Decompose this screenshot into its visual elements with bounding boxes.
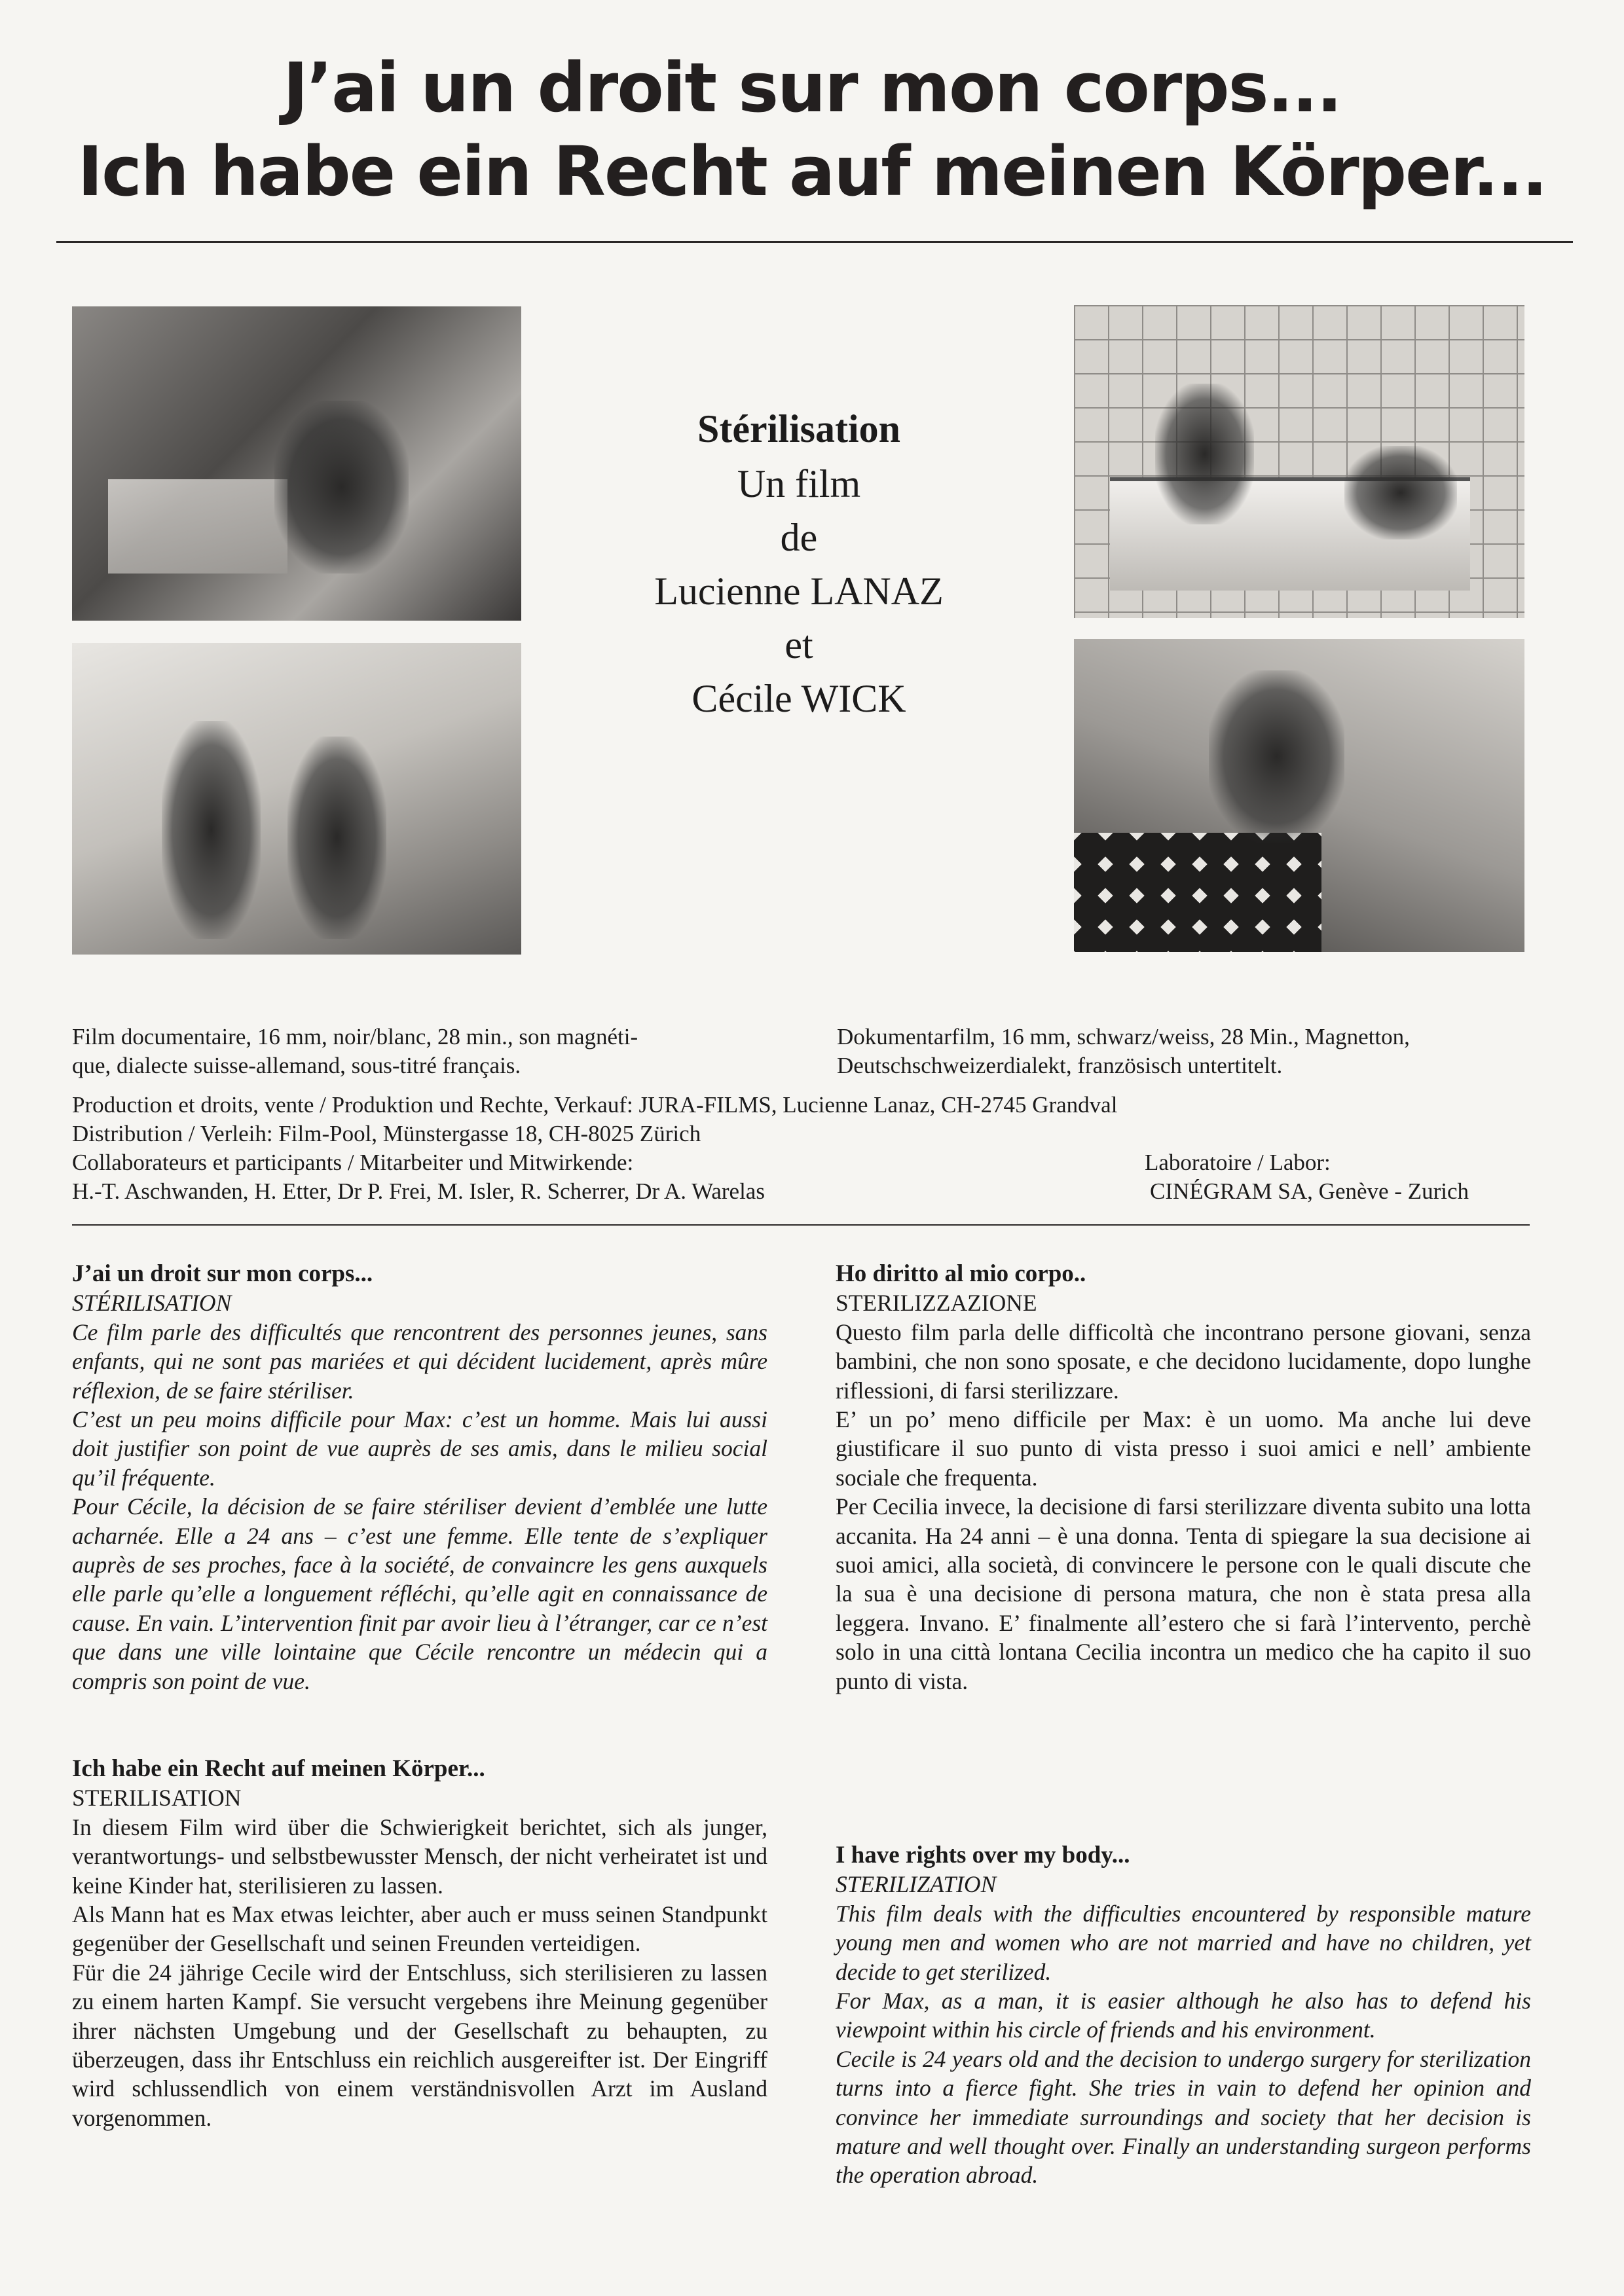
photo-couple-in-room [72, 643, 521, 955]
paragraph-de-1: In diesem Film wird über die Schwierigkeit berichtet, sich als junger, verantwortungs- und selbstbewusster Mensch, der nicht verheiratet ist und keine Kinder hat, sterilisieren zu lassen. [72, 1813, 767, 1899]
info-fr-line1: Film documentaire, 16 mm, noir/blanc, 28 min., son magnéti- [72, 1024, 638, 1049]
section-french [72, 1260, 767, 1696]
section-heading-fr: J’ai un droit sur mon corps... [72, 1260, 373, 1287]
film-line-de: de [780, 516, 818, 559]
section-subtitle-fr: STÉRILISATION [72, 1290, 232, 1317]
header-rule [56, 241, 1573, 243]
film-line-un-film: Un film [737, 462, 861, 505]
film-line-et: et [784, 623, 813, 666]
paragraph-de-3: Für die 24 jährige Cecile wird der Entschluss, sich sterilisieren zu lassen zu einem harten Kampf. Sie versucht vergebens ihre Meinung gegenüber ihrer nächsten Umgebung und der Gesellschaft zu behaupten, zu überzeugen, dass ihr Entschluss ein reichlich ausgereifter ist. Der Eingriff wird schlussendlich von einem verständnisvollen Arzt im Ausland vorgenommen. [72, 1959, 767, 2131]
photo-woman-on-bed [1074, 639, 1524, 952]
director-1: Lucienne LANAZ [654, 570, 944, 613]
film-title: Stérilisation [697, 407, 900, 450]
paragraph-fr-1: Ce film parle des difficultés que rencontrent des personnes jeunes, sans enfants, qui ne sont pas mariées et qui décident lucidement, après mûre réflexion, de se faire stériliser. [72, 1319, 767, 1404]
headline-german: Ich habe ein Recht auf meinen Körper... [77, 132, 1547, 211]
collaborators-names: H.-T. Aschwanden, H. Etter, Dr P. Frei, M. Isler, R. Scherrer, Dr A. Warelas [72, 1178, 765, 1204]
section-heading-de: Ich habe ein Recht auf meinen Körper... [72, 1755, 485, 1782]
laboratory-name: CINÉGRAM SA, Genève - Zurich [1150, 1178, 1469, 1204]
paragraph-fr-2: C’est un peu moins difficile pour Max: c’est un homme. Mais lui aussi doit justifier son point de vue auprès de ses amis, dans le milieu social qu’il fréquente. [72, 1406, 767, 1491]
paragraph-de-2: Als Mann hat es Max etwas leichter, aber auch er muss seinen Standpunkt gegenüber der Gesellschaft und seinen Freunden verteidigen. [72, 1901, 767, 1957]
section-heading-it: Ho diritto al mio corpo.. [836, 1260, 1086, 1287]
info-rule [72, 1224, 1530, 1226]
info-fr-line2: que, dialecte suisse-allemand, sous-titré français. [72, 1053, 521, 1078]
laboratory-label: Laboratoire / Labor: [1145, 1150, 1331, 1175]
film-credits [563, 401, 1035, 725]
collaborators-label: Collaborateurs et participants / Mitarbeiter und Mitwirkende: [72, 1150, 634, 1175]
section-subtitle-de: STERILISATION [72, 1785, 242, 1812]
photo-bathtub [1074, 305, 1524, 618]
section-english [836, 1841, 1531, 2190]
info-de-line1: Dokumentarfilm, 16 mm, schwarz/weiss, 28 Min., Magnetton, [837, 1024, 1410, 1049]
section-german [72, 1755, 767, 2132]
director-2: Cécile WICK [692, 677, 906, 720]
paragraph-en-2: For Max, as a man, it is easier although he also has to defend his viewpoint within his circle of friends and his environment. [836, 1988, 1531, 2043]
section-subtitle-en: STERILIZATION [836, 1871, 997, 1898]
section-heading-en: I have rights over my body... [836, 1842, 1130, 1868]
paragraph-en-1: This film deals with the difficulties encountered by responsible mature young men and women who are not married and have no children, yet decide to get sterilized. [836, 1900, 1531, 1985]
paragraph-fr-3: Pour Cécile, la décision de se faire stériliser devient d’emblée une lutte acharnée. Elle a 24 ans – c’est une femme. Elle tente de s’expliquer auprès de ses proches, face à la société, de convaincre les gens auxquels elle parle qu’elle a longuement réfléchi, qu’elle agit en connaissance de cause. En vain. L’intervention finit par avoir lieu à l’étranger, car ce n’est que dans une ville lointaine que Cécile rencontre un médecin qui a compris son point de vue. [72, 1493, 767, 1694]
paragraph-it-3: Per Cecilia invece, la decisione di farsi sterilizzare diventa subito una lotta accanita. Ha 24 anni – è una donna. Tenta di spiegare la sua decisione ai suoi amici, alla società, di convincere le persone con le quali discute che la sua è una decisione di persona matura, che non è stata presa alla leggera. Invano. E’ finalmente all’estero che si farà l’intervento, perchè solo in una città lontana Cecilia incontra un medico che ha capito il suo punto di vista. [836, 1493, 1531, 1694]
distribution-line: Distribution / Verleih: Film-Pool, Münstergasse 18, CH-8025 Zürich [72, 1121, 701, 1146]
photo-woman-at-desk [72, 306, 521, 621]
production-line: Production et droits, vente / Produktion und Rechte, Verkauf: JURA-FILMS, Lucienne Lanaz, CH-2745 Grandval [72, 1092, 1118, 1118]
paragraph-it-2: E’ un po’ meno difficile per Max: è un uomo. Ma anche lui deve giustificare il suo punto di vista presso i suoi amici e nell’ ambiente sociale che frequenta. [836, 1406, 1531, 1491]
headline-french: J’ai un droit sur mon corps... [282, 48, 1342, 128]
section-subtitle-it: STERILIZZAZIONE [836, 1290, 1037, 1317]
paragraph-it-1: Questo film parla delle difficoltà che incontrano persone giovani, senza bambini, che non sono sposate, e che decidono lucidamente, dopo lunghe riflessioni, di farsi sterilizzare. [836, 1319, 1531, 1404]
section-italian [836, 1260, 1531, 1696]
info-de-line2: Deutschschweizerdialekt, französisch untertitelt. [837, 1053, 1283, 1078]
paragraph-en-3: Cecile is 24 years old and the decision to undergo surgery for sterilization turns into a fierce fight. She tries in vain to defend her opinion and convince her immediate surroundings and society that her decision is mature and well thought over. Finally an understanding surgeon performs the operation abroad. [836, 2045, 1531, 2189]
